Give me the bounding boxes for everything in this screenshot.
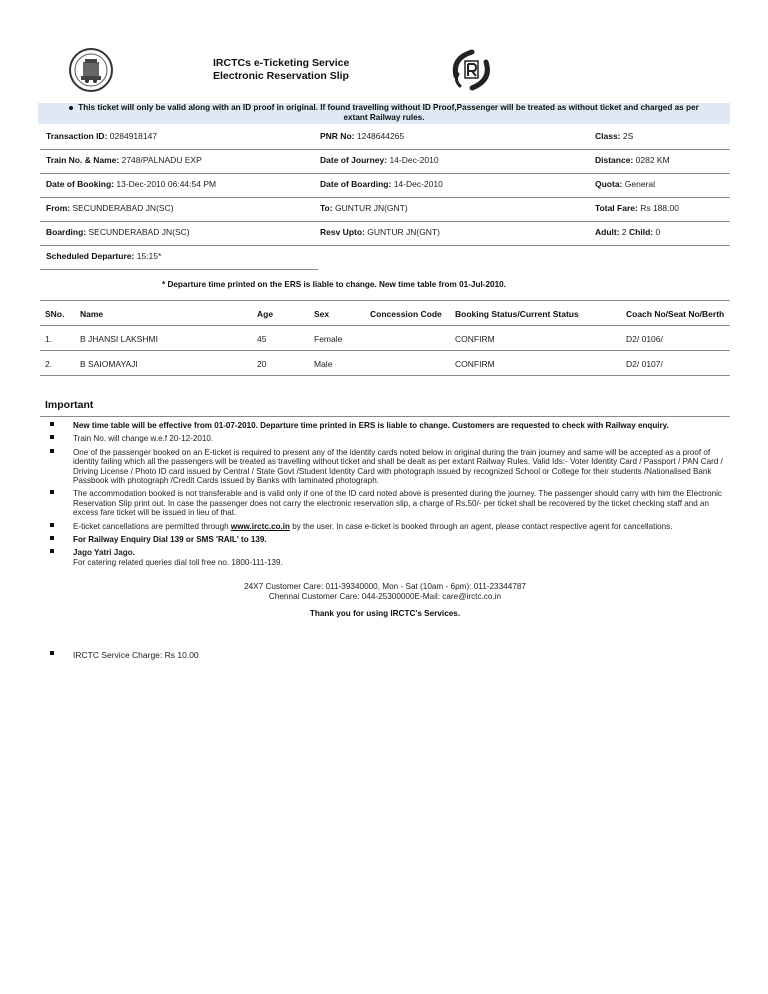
page-title [213,57,349,83]
passenger-count-field [595,227,660,237]
passenger-coach-seat: D2/ 0106/ [626,334,663,344]
bullet-square-icon [50,549,54,553]
important-heading: Important [45,399,94,411]
resv-upto-label: Resv Upto: [320,227,365,237]
date-of-booking-value: 13-Dec-2010 06:44:54 PM [116,179,217,189]
boarding-label: Boarding: [46,227,87,237]
bullet-square-icon [50,651,54,655]
bullet-square-icon [50,536,54,540]
header-booking-status: Booking Status/Current Status [455,309,579,319]
date-of-booking-label: Date of Booking: [46,179,114,189]
passenger-status: CONFIRM [455,359,495,369]
bullet-dot-icon [69,106,73,110]
child-label: Child: [629,227,654,237]
header-sex: Sex [314,309,330,319]
divider [40,269,318,270]
list-item [50,535,730,544]
passenger-name: B JHANSI LAKSHMI [80,334,158,344]
list-item-text: One of the passenger booked on an E-ticket is required to present any of the identity cards noted below in original during the train journey and same will be accepted as a proof of identity failing which all the passengers will be treated as travelling without ticket and shall be dealt as per extant Railway Rules. Valid Ids:- Voter Identity Card / Passport / PAN Card / Driving License / Photo ID card issued by Central / State Govt /Student Identity Card with photograph issued by recognized School or College for their students /Nationalised Bank Passbook with photograph /Credit Cards issued by Banks with laminated photograph. [73,447,723,486]
transaction-id-value: 0284918147 [109,131,158,141]
to-label: To: [320,203,333,213]
date-of-boarding-value: 14-Dec-2010 [393,179,443,189]
train-label: Train No. & Name: [46,155,120,165]
quota-value: General [624,179,656,189]
list-item [50,548,730,567]
id-proof-notice [38,103,730,124]
passenger-age: 45 [257,334,267,344]
list-item-text: E-ticket cancellations are permitted through [73,521,231,531]
notice-line-2: extant Railway rules. [343,113,425,122]
boarding-value: SECUNDERABAD JN(SC) [88,227,190,237]
list-item-text: by the user. In case e-ticket is booked through an agent, please contact respective agent for cancellations. [290,521,673,531]
boarding-field [46,227,190,237]
header-coach-seat: Coach No/Seat No/Berth [626,309,725,319]
date-of-boarding-field [320,179,443,189]
date-of-journey-value: 14-Dec-2010 [389,155,439,165]
bullet-square-icon [50,449,54,453]
details-row-4 [40,197,730,222]
details-row-2 [40,149,730,174]
details-row-3 [40,173,730,198]
adult-label: Adult: [595,227,620,237]
train-value: 2748/PALNADU EXP [121,155,202,165]
details-row-1 [40,125,730,150]
thank-you-message: Thank you for using IRCTC's Services. [309,609,461,618]
from-label: From: [46,203,71,213]
departure-note: * Departure time printed on the ERS is liable to change. New time table from 01-Jul-2010. [162,280,506,289]
passenger-sno: 1. [45,334,53,344]
class-value: 2S [622,131,634,141]
details-row-5 [40,221,730,246]
customer-care-line-1: 24X7 Customer Care: 011-39340000, Mon - Sat (10am - 6pm): 011-23344787 [244,582,526,591]
passenger-sno: 2. [45,359,53,369]
header-name: Name [80,309,104,319]
total-fare-label: Total Fare: [595,203,638,213]
table-row [40,326,730,351]
scheduled-departure-value: 15:15* [136,251,162,261]
total-fare-value: Rs 188.00 [640,203,679,213]
passenger-sex: Female [314,334,343,344]
adult-value: 2 [621,227,627,237]
passenger-coach-seat: D2/ 0107/ [626,359,663,369]
class-field [595,131,633,141]
passenger-table-header [40,300,730,326]
list-item [50,489,730,517]
list-item-text: Train No. will change w.e.f 20-12-2010. [73,434,214,444]
from-field [46,203,174,213]
list-item-text: For catering related queries dial toll free no. 1800-111-139. [73,557,283,567]
to-field [320,203,408,213]
pnr-label: PNR No: [320,131,355,141]
passenger-status: CONFIRM [455,334,495,344]
class-label: Class: [595,131,621,141]
list-item-text: New time table will be effective from 01-07-2010. Departure time printed in ERS is liable to change. Customers are requested to check with Railway enquiry. [73,421,669,430]
table-row [40,351,730,376]
resv-upto-value: GUNTUR JN(GNT) [367,227,440,237]
scheduled-departure-label: Scheduled Departure: [46,251,135,261]
passenger-age: 20 [257,359,267,369]
bullet-square-icon [50,490,54,494]
customer-care-line-2: Chennai Customer Care: 044-25300000E-Mail: care@irctc.co.in [268,591,502,601]
irctc-logo-icon [446,46,496,94]
distance-value: 0282 KM [635,155,670,165]
title-line-1: IRCTCs e-Ticketing Service [213,57,350,69]
list-item [50,448,730,486]
bullet-square-icon [50,435,54,439]
notice-line-1: This ticket will only be valid along with an ID proof in original. If found travelling without ID Proof,Passenger will be treated as without ticket and charged as per [78,103,699,112]
passenger-name: B SAIOMAYAJI [80,359,138,369]
list-item-text: For Railway Enquiry Dial 139 or SMS 'RAIL' to 139. [73,535,267,545]
passenger-sex: Male [314,359,333,369]
bullet-square-icon [50,523,54,527]
list-item [50,522,730,531]
child-value: 0 [655,227,661,237]
resv-upto-field [320,227,440,237]
transaction-id-label: Transaction ID: [46,131,108,141]
quota-label: Quota: [595,179,623,189]
irctc-website-link[interactable]: www.irctc.co.in [230,521,290,531]
slogan-text: Jago Yatri Jago. [73,548,135,558]
passenger-table [40,300,730,376]
header-sno: SNo. [45,309,65,319]
date-of-boarding-label: Date of Boarding: [320,179,392,189]
from-value: SECUNDERABAD JN(SC) [72,203,174,213]
title-line-2: Electronic Reservation Slip [213,70,349,82]
to-value: GUNTUR JN(GNT) [334,203,408,213]
list-item-text: The accommodation booked is not transferable and is valid only if one of the ID card noted above is presented during the journey. The passenger should carry with him the Electronic Reservation Slip print out. In case the passenger does not carry the electronic reservation slip, a charge of Rs.50/- per ticket shall be recovered by the ticket checking staff and an excess fare ticket will be issued in lieu of that. [73,489,722,518]
distance-field [595,155,670,165]
train-field [46,155,202,165]
divider [40,416,730,417]
total-fare-field [595,203,679,213]
date-of-journey-field [320,155,439,165]
header-concession: Concession Code [370,309,442,319]
list-item [50,421,730,430]
distance-label: Distance: [595,155,634,165]
service-charge-text: IRCTC Service Charge: Rs 10.00 [73,650,199,660]
list-item [50,434,730,443]
date-of-journey-label: Date of Journey: [320,155,388,165]
transaction-id-field [46,131,157,141]
pnr-value: 1248644265 [356,131,405,141]
quota-field [595,179,655,189]
pnr-field [320,131,404,141]
header-age: Age [257,309,274,319]
date-of-booking-field [46,179,216,189]
indian-railways-emblem-icon [68,47,114,93]
important-list [50,421,730,571]
bullet-square-icon [50,422,54,426]
customer-care-info [40,582,730,601]
